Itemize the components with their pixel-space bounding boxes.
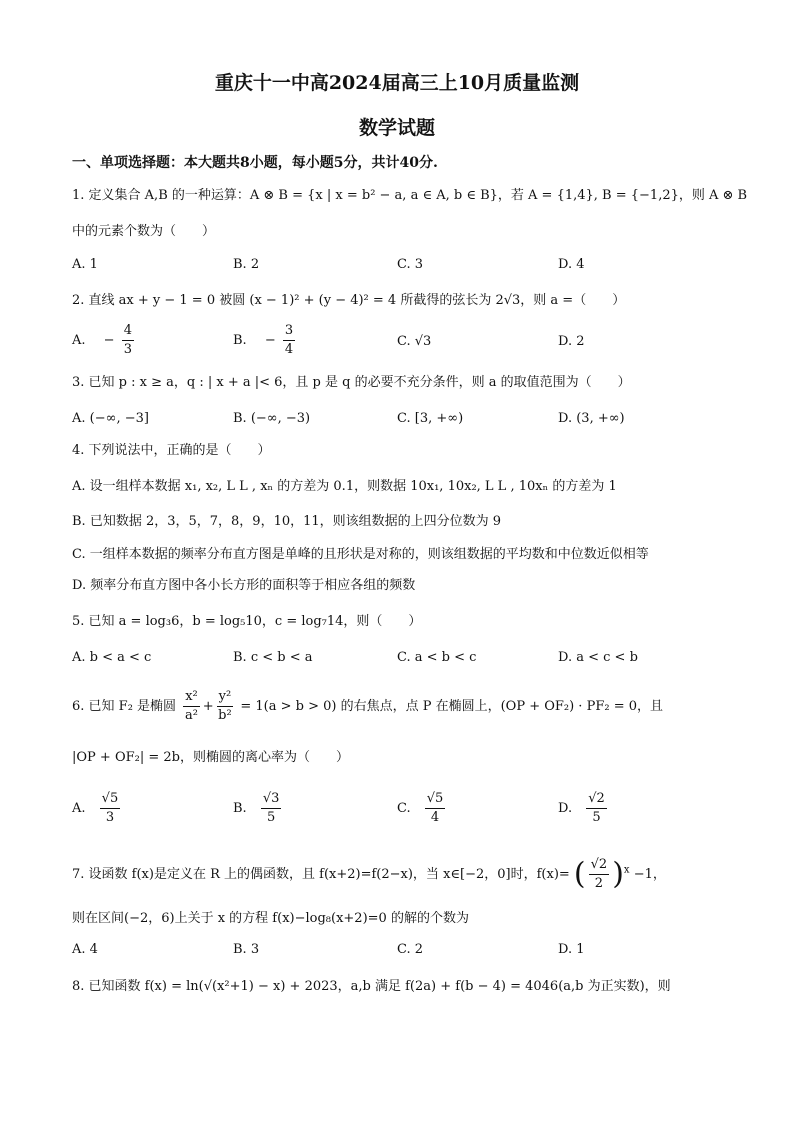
question-8-text: 8. 已知函数 f(x) = ln(√(x²+1) − x) + 2023，a,b 满足 f(2a) + f(b − 4) = 4046(a,b 为正实数)，则 (72, 979, 671, 994)
question-5-option-d: D. a < c < b (558, 650, 638, 665)
question-6-option-d (558, 790, 610, 827)
numerator: √5 (425, 790, 446, 809)
denominator: 5 (266, 810, 276, 825)
question-6-text: 6. 已知 F₂ 是椭圆 $\frac{\text{x²}}{\text{a²}}$ + $\frac{\text{y²}}{\text{b²}}$ = 1(a > b > 0) 的右焦点，点 P 在椭圆上，(OP + OF₂) · PF₂ = 0，且 (72, 689, 663, 723)
option-label: A. (72, 333, 86, 348)
minus-sign: − (103, 333, 115, 348)
denominator: 2 (594, 876, 604, 891)
fraction (100, 790, 121, 827)
question-3-text: 3. 已知 p : x ≥ a，q : | x + a |< 6，且 p 是 q 的必要不充分条件，则 a 的取值范围为（ ） (72, 375, 631, 390)
question-2-option-d: D. 2 (558, 334, 585, 349)
question-6-option-b (233, 790, 284, 827)
question-1-option-b: B. 2 (233, 257, 260, 272)
question-7-text (72, 856, 666, 893)
question-4-choice-b: B. 已知数据 2，3，5，7，8，9，10，11，则该组数据的上四分位数为 9 (72, 514, 502, 529)
fraction (122, 322, 134, 359)
question-4-choice-d: D. 频率分布直方图中各小长方形的面积等于相应各组的频数 (72, 578, 416, 593)
question-6-text-cont: |OP + OF₂| = 2b，则椭圆的离心率为（ ） (72, 750, 349, 765)
question-6-eq: = 1(a > b > 0) 的右焦点，点 P 在椭圆上，(OP + OF₂) · PF₂ = 0，且 (240, 699, 663, 714)
question-2-option-a (72, 322, 137, 359)
minus-sign: − (264, 333, 276, 348)
question-6-option-c (397, 790, 448, 827)
numerator: x² (183, 688, 200, 707)
numerator: y² (217, 688, 234, 707)
fraction (425, 790, 446, 827)
denominator: 5 (592, 810, 601, 825)
question-3-option-a: A. (−∞, −3] (72, 411, 149, 426)
denominator: 4 (284, 342, 294, 357)
question-1-option-a: A. 1 (72, 257, 98, 272)
option-label: D. (558, 801, 573, 816)
page-title: 重庆十一中高2024届高三上10月质量监测 (214, 72, 580, 94)
question-3-option-d: D. (3, +∞) (558, 411, 625, 426)
question-7-option-a: A. 4 (72, 942, 98, 957)
question-2-text: 2. 直线 ax + y − 1 = 0 被圆 (x − 1)² + (y − 4)² = 4 所截得的弦长为 2√3，则 a =（ ） (72, 293, 626, 308)
question-7-option-d: D. 1 (558, 942, 585, 957)
fraction (589, 856, 610, 893)
question-5-option-b: B. c < b < a (233, 650, 313, 665)
question-4-text: 4. 下列说法中，正确的是（ ） (72, 443, 271, 458)
fraction-x (183, 688, 200, 725)
fraction (586, 790, 607, 827)
option-label: A. (72, 801, 86, 816)
fraction (283, 322, 295, 359)
question-1-text: 1. 定义集合 A,B 的一种运算：A ⊗ B = {x | x = b² − a, a ∈ A, b ∈ B}，若 A = {1,4}, B = {−1,2}，则 A ⊗ B (72, 188, 748, 203)
numerator: 3 (283, 322, 295, 341)
numerator: √2 (589, 856, 610, 875)
question-7-text-cont: 则在区间(−2，6)上关于 x 的方程 f(x)−log₈(x+2)=0 的解的个数为 (72, 911, 469, 926)
denominator: b² (218, 708, 232, 723)
section-heading: 一、单项选择题：本大题共8小题，每小题5分，共计40分. (72, 155, 438, 171)
exponent: x (623, 864, 630, 876)
denominator: a² (184, 708, 198, 723)
question-1-option-d: D. 4 (558, 257, 585, 272)
numerator: √2 (586, 790, 607, 809)
question-5-option-c: C. a < b < c (397, 650, 477, 665)
question-1-option-c: C. 3 (397, 257, 424, 272)
option-label: C. (397, 801, 411, 816)
question-2-option-c: C. √3 (397, 334, 432, 349)
question-4-choice-c: C. 一组样本数据的频率分布直方图是单峰的且形状是对称的，则该组数据的平均数和中位数近似相等 (72, 547, 649, 562)
question-2-option-b (233, 322, 298, 359)
question-5-option-a: A. b < a < c (72, 650, 152, 665)
question-4-choice-a: A. 设一组样本数据 x₁, x₂, L L , xₙ 的方差为 0.1，则数据 10x₁, 10x₂, L L , 10xₙ 的方差为 1 (72, 479, 617, 494)
question-6-pre: 6. 已知 F₂ 是椭圆 (72, 699, 177, 714)
option-label: B. (233, 333, 247, 348)
question-7-option-b: B. 3 (233, 942, 260, 957)
question-7-option-c: C. 2 (397, 942, 424, 957)
numerator: 4 (122, 322, 134, 341)
option-label: B. (233, 801, 247, 816)
left-paren: ( (573, 856, 586, 892)
question-5-text: 5. 已知 a = log₃6，b = log₅10，c = log₇14，则（ ） (72, 614, 422, 629)
question-1-text-cont: 中的元素个数为（ ） (72, 224, 216, 239)
fraction-y (217, 688, 234, 725)
question-6-option-a (72, 790, 123, 827)
fraction (261, 790, 282, 827)
right-paren: ) (612, 856, 624, 892)
denominator: 3 (105, 810, 115, 825)
page-subtitle: 数学试题 (358, 117, 435, 139)
question-7-post: −1， (633, 867, 666, 882)
question-7-pre: 7. 设函数 f(x)是定义在 R 上的偶函数，且 f(x+2)=f(2−x)，当 x∈[−2，0]时，f(x)= (72, 867, 570, 882)
question-3-option-b: B. (−∞, −3) (233, 411, 311, 426)
numerator: √3 (261, 790, 282, 809)
numerator: √5 (100, 790, 121, 809)
question-3-option-c: C. [3, +∞) (397, 411, 464, 426)
denominator: 3 (123, 342, 132, 357)
denominator: 4 (430, 810, 440, 825)
